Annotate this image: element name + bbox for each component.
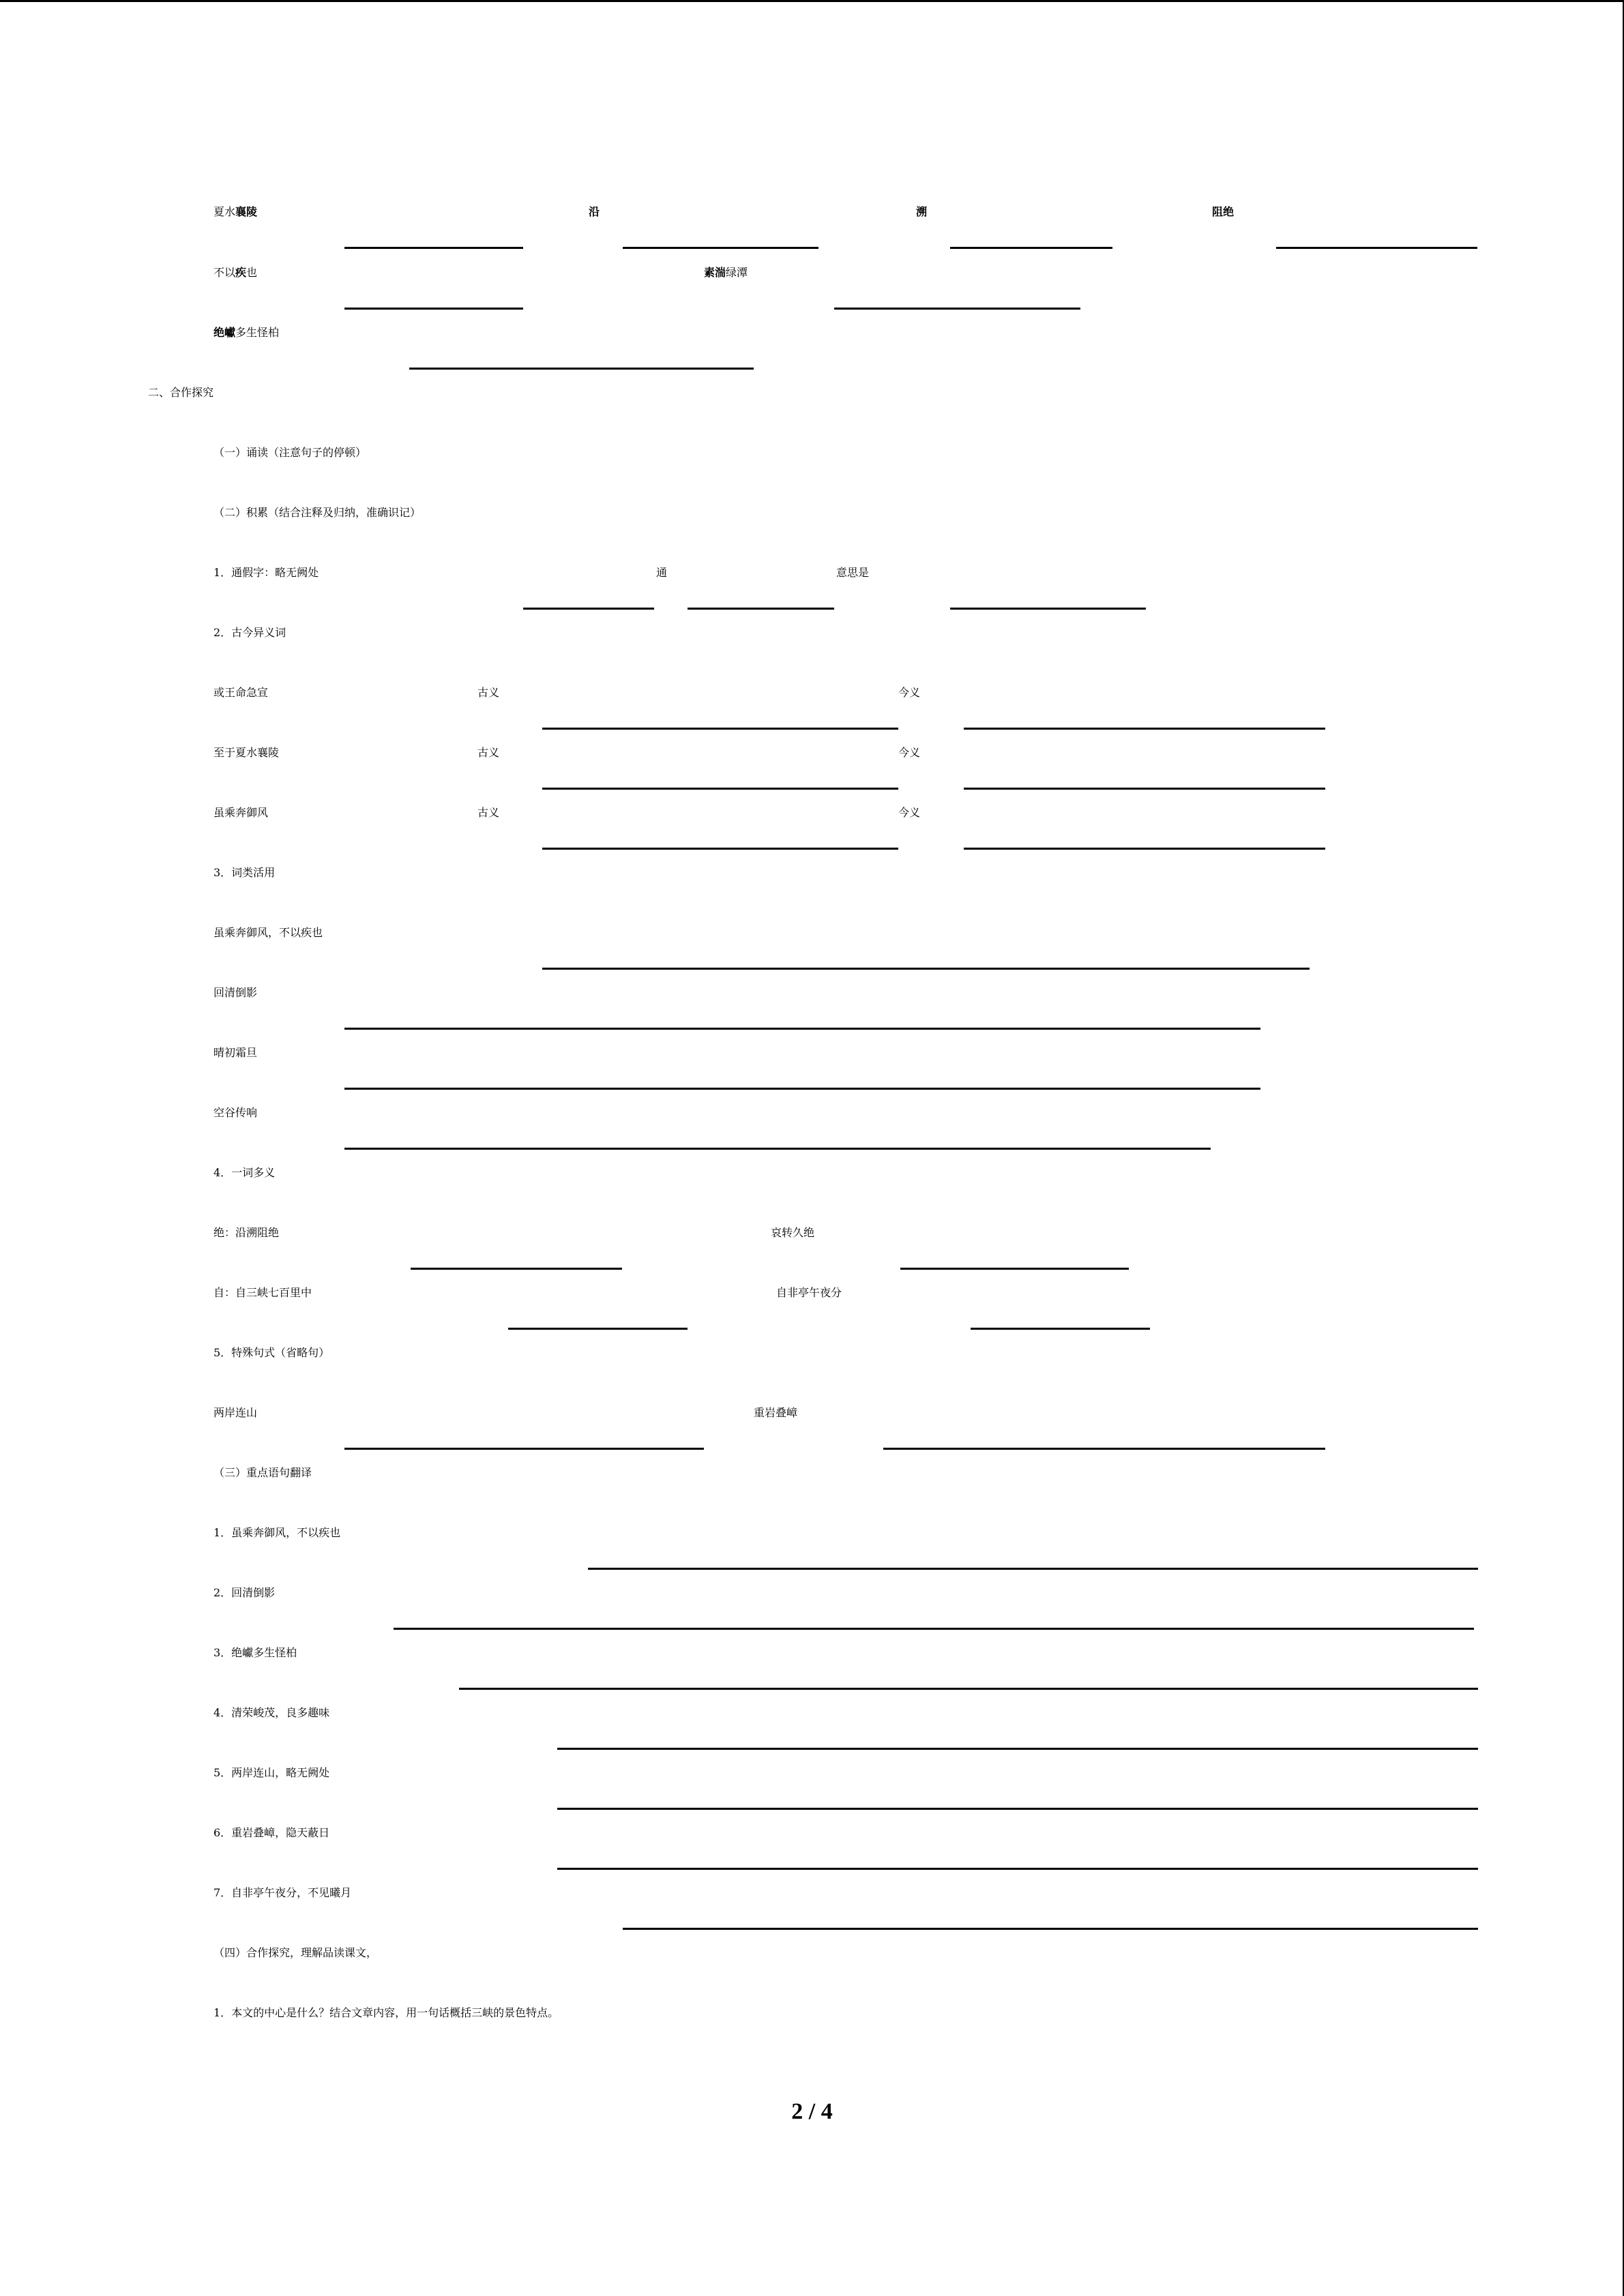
- jin-label: 今义: [898, 746, 921, 759]
- yici-item: 自非亭午夜分: [776, 1286, 842, 1299]
- answer-blank[interactable]: [557, 1808, 1478, 1810]
- jin-label: 今义: [898, 686, 921, 699]
- answer-blank[interactable]: [971, 1328, 1150, 1330]
- answer-blank[interactable]: [542, 788, 898, 790]
- answer-blank[interactable]: [964, 788, 1325, 790]
- answer-blank[interactable]: [344, 1088, 1260, 1090]
- answer-blank[interactable]: [542, 848, 898, 850]
- cilei-item: 空谷传响: [213, 1106, 258, 1119]
- answer-blank[interactable]: [623, 1928, 1478, 1930]
- gu-label: 古义: [477, 686, 500, 699]
- answer-blank[interactable]: [344, 247, 523, 249]
- cilei-item: 晴初霜旦: [213, 1046, 258, 1059]
- teshu-item: 重岩叠嶂: [754, 1406, 798, 1419]
- gujin-word: 至于夏水襄陵: [213, 746, 280, 759]
- yici-item: 绝：沿溯阻绝: [213, 1226, 280, 1239]
- answer-blank[interactable]: [459, 1688, 1478, 1690]
- fanyi-item: 6．重岩叠嶂，隐天蔽日: [213, 1826, 330, 1839]
- vocab-text: 沿: [589, 205, 600, 218]
- answer-blank[interactable]: [344, 1028, 1260, 1030]
- page-top-border: [0, 0, 1624, 2]
- yici-item: 哀转久绝: [771, 1226, 815, 1239]
- subsection-title: （四）合作探究，理解品读课文，: [213, 1946, 378, 1959]
- answer-blank[interactable]: [588, 1568, 1478, 1570]
- answer-blank[interactable]: [623, 247, 818, 249]
- answer-blank[interactable]: [950, 608, 1146, 610]
- answer-blank[interactable]: [964, 848, 1325, 850]
- subsection-title: （一）诵读（注意句子的停顿）: [213, 446, 367, 459]
- cilei-item: 回清倒影: [213, 986, 258, 999]
- vocab-text: 绝巘多生怪柏: [213, 326, 280, 339]
- fanyi-item: 3．绝巘多生怪柏: [213, 1646, 297, 1659]
- fanyi-item: 7．自非亭午夜分，不见曦月: [213, 1886, 352, 1899]
- fanyi-item: 2．回清倒影: [213, 1586, 276, 1599]
- answer-blank[interactable]: [542, 728, 898, 730]
- gujin-word: 虽乘奔御风: [213, 806, 269, 819]
- answer-blank[interactable]: [883, 1448, 1325, 1450]
- question-title: 3．词类活用: [213, 866, 276, 879]
- subsection-title: （三）重点语句翻译: [213, 1466, 312, 1479]
- teshu-item: 两岸连山: [213, 1406, 258, 1419]
- answer-blank[interactable]: [964, 728, 1325, 730]
- question-label: 意思是: [836, 566, 870, 579]
- answer-blank[interactable]: [411, 1268, 622, 1270]
- question-label: 1．通假字：略无阙处: [213, 566, 319, 579]
- answer-blank[interactable]: [508, 1328, 688, 1330]
- vocab-text: 不以疾也: [213, 266, 258, 279]
- question-label: 通: [656, 566, 668, 579]
- subsection-title: （二）积累（结合注释及归纳，准确识记）: [213, 506, 422, 519]
- vocab-text: 素湍绿潭: [704, 266, 748, 279]
- vocab-text: 溯: [916, 205, 928, 218]
- answer-blank[interactable]: [523, 608, 654, 610]
- section-title: 二、合作探究: [148, 386, 214, 399]
- question-text: 1．本文的中心是什么？结合文章内容，用一句话概括三峡的景色特点。: [213, 2006, 559, 2019]
- answer-blank[interactable]: [394, 1628, 1474, 1630]
- answer-blank[interactable]: [409, 368, 754, 370]
- answer-blank[interactable]: [950, 247, 1112, 249]
- answer-blank[interactable]: [344, 308, 523, 310]
- answer-blank[interactable]: [900, 1268, 1129, 1270]
- question-title: 5．特殊句式（省略句）: [213, 1346, 330, 1359]
- cilei-item: 虽乘奔御风，不以疾也: [213, 926, 323, 939]
- fanyi-item: 1．虽乘奔御风，不以疾也: [213, 1526, 341, 1539]
- answer-blank[interactable]: [1276, 247, 1477, 249]
- answer-blank[interactable]: [557, 1868, 1478, 1870]
- answer-blank[interactable]: [557, 1748, 1478, 1750]
- gujin-word: 或王命急宣: [213, 686, 269, 699]
- question-title: 2．古今异义词: [213, 626, 286, 639]
- answer-blank[interactable]: [344, 1448, 704, 1450]
- question-title: 4．一词多义: [213, 1166, 276, 1179]
- answer-blank[interactable]: [688, 608, 834, 610]
- page-number: 2 / 4: [791, 2099, 833, 2124]
- gu-label: 古义: [477, 746, 500, 759]
- gu-label: 古义: [477, 806, 500, 819]
- fanyi-item: 4．清荣峻茂，良多趣味: [213, 1706, 330, 1719]
- answer-blank[interactable]: [344, 1148, 1211, 1150]
- jin-label: 今义: [898, 806, 921, 819]
- vocab-text: 阻绝: [1212, 205, 1235, 218]
- answer-blank[interactable]: [834, 308, 1080, 310]
- fanyi-item: 5．两岸连山，略无阙处: [213, 1766, 330, 1779]
- answer-blank[interactable]: [542, 968, 1310, 970]
- yici-item: 自：自三峡七百里中: [213, 1286, 312, 1299]
- vocab-text: 夏水襄陵: [213, 205, 258, 218]
